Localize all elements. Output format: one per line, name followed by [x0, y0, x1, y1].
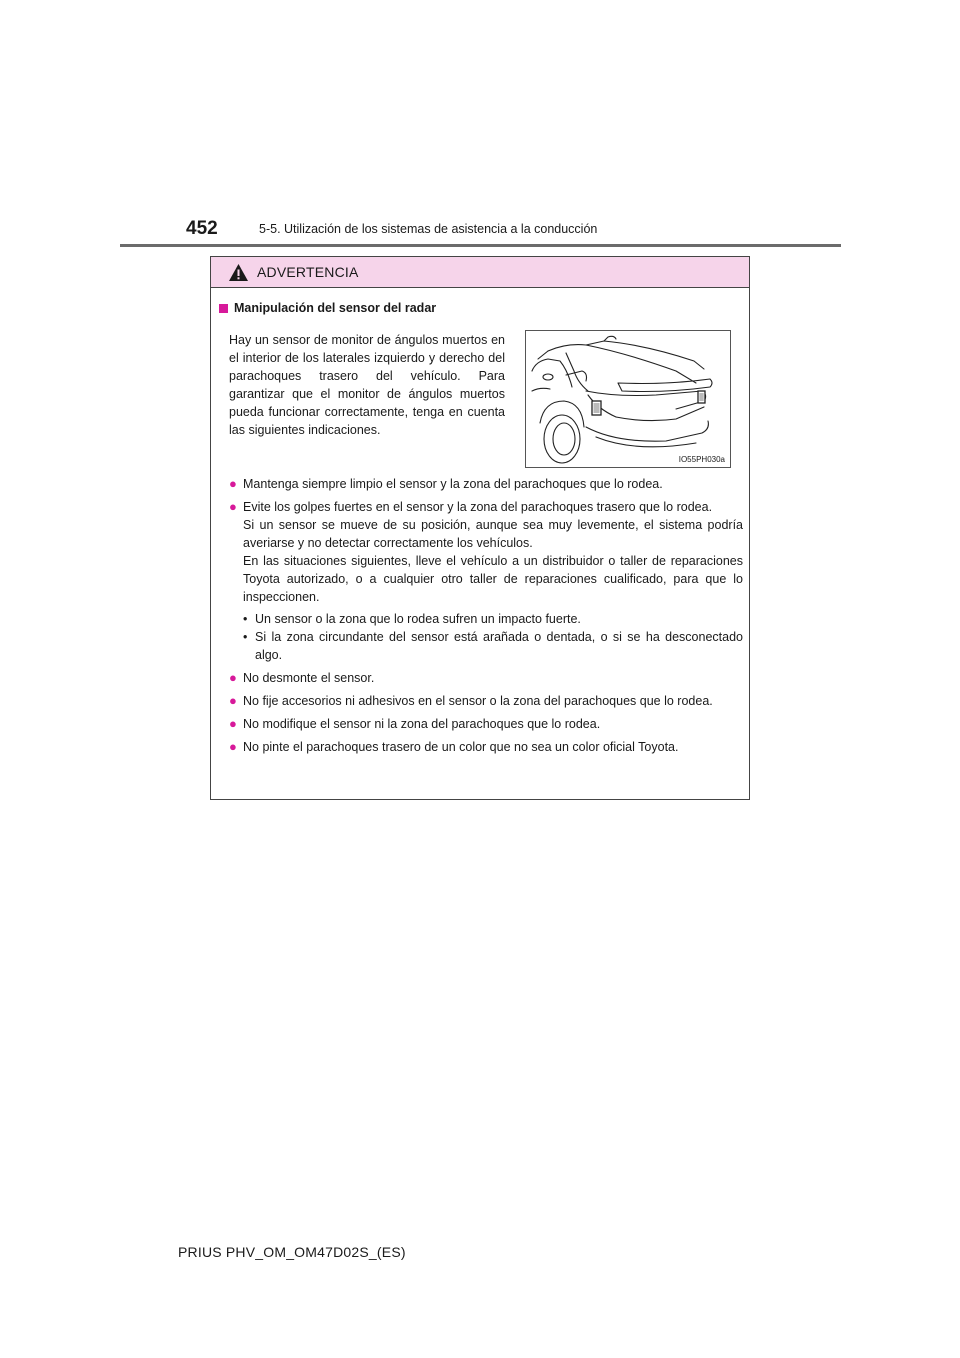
sub-bullet-mark: • [243, 612, 248, 626]
sub-list [243, 610, 743, 664]
warning-box [210, 256, 750, 800]
paragraph: No modifique el sensor ni la zona del parachoques que lo rodea. [243, 717, 601, 731]
warning-subhead [219, 301, 436, 315]
paragraph: No fije accesorios ni adhesivos en el sensor o la zona del parachoques que lo rodea. [243, 694, 713, 708]
section-title: 5-5. Utilización de los sistemas de asistencia a la conducción [259, 222, 598, 236]
list-item [229, 738, 743, 756]
car-rear-illustration [526, 331, 730, 467]
list-item-text [243, 475, 743, 493]
list-item [229, 692, 743, 710]
circle-bullet-icon: ● [229, 693, 237, 708]
bullet-list [229, 475, 743, 761]
page-number: 452 [186, 218, 218, 239]
intro-paragraph: Hay un sensor de monitor de ángulos muertos en el interior de los laterales izquierdo y derecho del parachoques trasero del vehículo. Para garantizar que el monitor de ángulos muertos pueda funcionar correctamente, tenga en cuenta las siguientes indicaciones. [229, 333, 505, 437]
list-item-text [243, 498, 743, 664]
list-item-text [243, 692, 743, 710]
circle-bullet-icon: ● [229, 670, 237, 685]
list-item-text [243, 669, 743, 687]
list-item-text [243, 715, 743, 733]
car-rear-figure [525, 330, 731, 468]
circle-bullet-icon: ● [229, 476, 237, 491]
warning-title: ADVERTENCIA [257, 264, 359, 280]
paragraph: Si un sensor se mueve de su posición, aunque sea muy levemente, el sistema podría averiarse y no detectar correctamente los vehículos. [243, 518, 743, 550]
paragraph: No pinte el parachoques trasero de un color que no sea un color oficial Toyota. [243, 740, 679, 754]
list-item [229, 475, 743, 493]
figure-code: IO55PH030a [678, 455, 725, 464]
sub-item-text: Un sensor o la zona que lo rodea sufren un impacto fuerte. [255, 612, 581, 626]
circle-bullet-icon: ● [229, 499, 237, 514]
header-rule [120, 244, 841, 247]
list-item [229, 715, 743, 733]
warning-header [211, 257, 749, 288]
paragraph: Mantenga siempre limpio el sensor y la zona del parachoques que lo rodea. [243, 477, 663, 491]
list-item [229, 498, 743, 664]
paragraph: Evite los golpes fuertes en el sensor y la zona del parachoques trasero que lo rodea. [243, 500, 713, 514]
sub-item [243, 628, 743, 664]
sub-item-text: Si la zona circundante del sensor está arañada o dentada, o si se ha desconectado algo. [255, 630, 743, 662]
list-item [229, 669, 743, 687]
sub-item [243, 610, 743, 628]
paragraph: En las situaciones siguientes, lleve el vehículo a un distribuidor o taller de reparaciones Toyota autorizado, o a cualquier otro taller de reparaciones cualificado, para que lo inspeccionen. [243, 554, 743, 604]
sub-bullet-mark: • [243, 630, 248, 644]
paragraph: No desmonte el sensor. [243, 671, 375, 685]
warning-triangle-icon [228, 263, 249, 282]
square-bullet-icon [219, 304, 228, 313]
subhead-text: Manipulación del sensor del radar [234, 301, 437, 315]
circle-bullet-icon: ● [229, 716, 237, 731]
footer-doc-code: PRIUS PHV_OM_OM47D02S_(ES) [178, 1244, 406, 1260]
list-item-text [243, 738, 743, 756]
circle-bullet-icon: ● [229, 739, 237, 754]
